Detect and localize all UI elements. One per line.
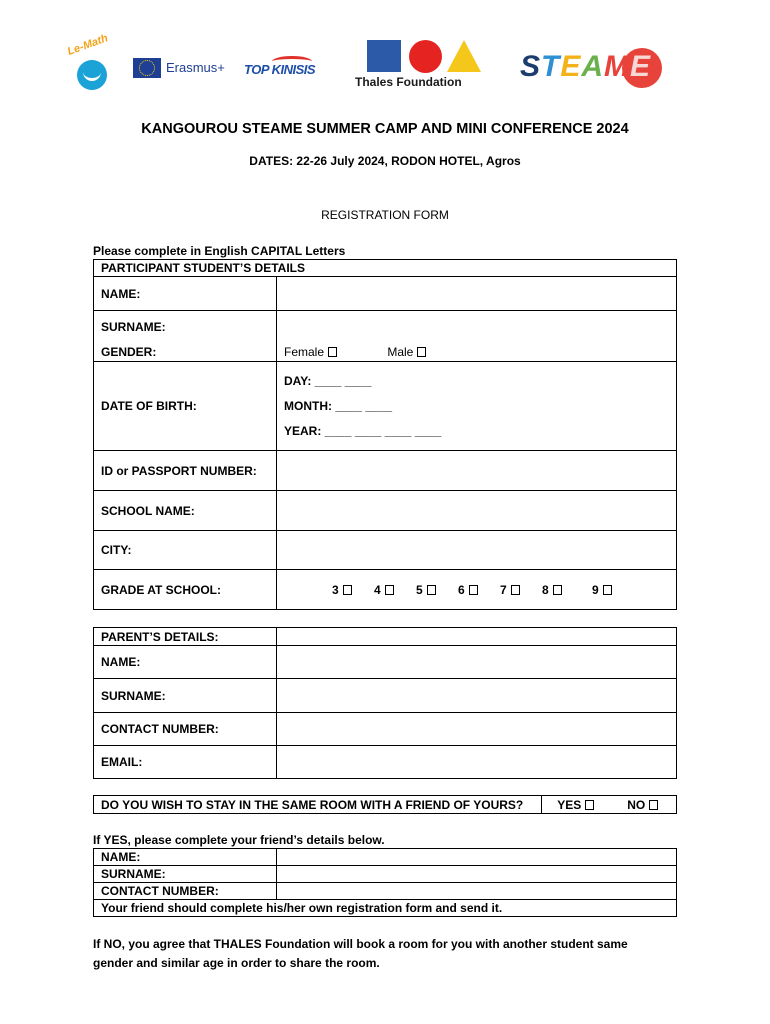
student-name-label: NAME: [94, 277, 277, 311]
id-label: ID or PASSPORT NUMBER: [94, 451, 277, 491]
form-title: REGISTRATION FORM [321, 208, 449, 222]
parent-section-blank [277, 628, 677, 646]
erasmus-logo [133, 58, 233, 80]
friend-details-table [93, 848, 677, 917]
thales-logo-text: Thales Foundation [355, 75, 462, 89]
gender-female-option[interactable] [284, 345, 384, 359]
blue-square-icon [367, 40, 401, 72]
gender-label: GENDER: [94, 344, 277, 362]
parent-contact-field[interactable] [277, 713, 677, 746]
id-field[interactable] [277, 451, 677, 491]
gender-male-option[interactable] [387, 345, 426, 359]
grade-label-6: 6 [458, 582, 465, 597]
parent-email-label: EMAIL: [94, 746, 277, 779]
room-question-table [93, 795, 677, 814]
friend-name-field[interactable] [277, 849, 677, 866]
dob-day[interactable]: DAY: ____ ____ [284, 373, 372, 388]
parent-contact-label: CONTACT NUMBER: [94, 713, 277, 746]
topkinisis-logo [244, 56, 320, 86]
student-name-field[interactable] [277, 277, 677, 311]
friend-name-label: NAME: [94, 849, 277, 866]
parent-surname-label: SURNAME: [94, 679, 277, 713]
grade-label-3: 3 [332, 582, 339, 597]
grade-9-checkbox[interactable] [603, 585, 612, 595]
grade-label-8: 8 [542, 582, 549, 597]
erasmus-logo-text: Erasmus+ [166, 60, 225, 75]
city-field[interactable] [277, 531, 677, 570]
grade-3-checkbox[interactable] [343, 585, 352, 595]
thales-logo [355, 40, 497, 90]
lemath-logo [65, 32, 124, 92]
eu-flag-icon [133, 58, 161, 78]
event-dates: DATES: 22-26 July 2024, RODON HOTEL, Agros [249, 154, 521, 168]
yes-label: YES [557, 797, 582, 812]
yes-checkbox[interactable] [585, 800, 594, 810]
grade-option-7[interactable] [500, 583, 542, 597]
school-field[interactable] [277, 491, 677, 531]
male-checkbox[interactable] [417, 347, 426, 357]
parent-name-label: NAME: [94, 646, 277, 679]
friend-footer-note: Your friend should complete his/her own registration form and send it. [94, 900, 677, 917]
grade-label-9: 9 [592, 582, 599, 597]
grade-label: GRADE AT SCHOOL: [94, 570, 277, 610]
parent-name-field[interactable] [277, 646, 677, 679]
final-note: If NO, you agree that THALES Foundation will book a room for you with another student same gender and similar age in order to share the room. [93, 937, 628, 970]
grade-option-8[interactable] [542, 583, 592, 597]
grade-6-checkbox[interactable] [469, 585, 478, 595]
friend-contact-label: CONTACT NUMBER: [94, 883, 277, 900]
red-circle-icon [409, 40, 442, 73]
no-label: NO [627, 797, 646, 812]
room-yes-option[interactable] [542, 796, 610, 814]
grade-label-7: 7 [500, 582, 507, 597]
grade-option-6[interactable] [458, 583, 500, 597]
steame-logo-text: STEAME [520, 50, 652, 83]
dob-label: DATE OF BIRTH: [94, 362, 277, 451]
grade-4-checkbox[interactable] [385, 585, 394, 595]
friend-surname-label: SURNAME: [94, 866, 277, 883]
dob-field[interactable] [277, 362, 677, 451]
parent-details-table [93, 627, 677, 779]
student-surname-label: SURNAME: [94, 311, 277, 344]
room-no-option[interactable] [610, 796, 677, 814]
student-surname-field[interactable] [277, 311, 677, 344]
dob-year[interactable]: YEAR: ____ ____ ____ ____ [284, 423, 442, 438]
no-checkbox[interactable] [649, 800, 658, 810]
instruction-note: Please complete in English CAPITAL Letters [93, 244, 346, 258]
grade-field [277, 570, 677, 610]
yellow-triangle-icon [447, 40, 481, 72]
student-details-table [93, 259, 677, 610]
topkinisis-logo-text: TOP KINISIS [244, 62, 316, 77]
logo-bar [0, 0, 770, 100]
grade-7-checkbox[interactable] [511, 585, 520, 595]
friend-contact-field[interactable] [277, 883, 677, 900]
grade-8-checkbox[interactable] [553, 585, 562, 595]
parent-surname-field[interactable] [277, 679, 677, 713]
parent-email-field[interactable] [277, 746, 677, 779]
male-label: Male [387, 345, 414, 360]
city-label: CITY: [94, 531, 277, 570]
gender-field [277, 344, 677, 362]
grade-option-4[interactable] [374, 583, 416, 597]
grade-5-checkbox[interactable] [427, 585, 436, 595]
student-section-header: PARTICIPANT STUDENT’S DETAILS [94, 260, 677, 277]
parent-section-header: PARENT’S DETAILS: [94, 628, 277, 646]
steame-logo [518, 46, 678, 90]
school-label: SCHOOL NAME: [94, 491, 277, 531]
female-checkbox[interactable] [328, 347, 337, 357]
grade-label-5: 5 [416, 582, 423, 597]
friend-surname-field[interactable] [277, 866, 677, 883]
page-title: KANGOUROU STEAME SUMMER CAMP AND MINI CONFERENCE 2024 [141, 121, 629, 137]
grade-option-9[interactable] [592, 583, 634, 597]
lemath-logo-text: Le-Math [65, 32, 110, 58]
friend-intro-text: If YES, please complete your friend’s details below. [93, 833, 385, 847]
grade-option-3[interactable] [332, 583, 374, 597]
room-question-label: DO YOU WISH TO STAY IN THE SAME ROOM WITH A FRIEND OF YOURS? [94, 796, 542, 814]
dob-month[interactable]: MONTH: ____ ____ [284, 398, 393, 413]
female-label: Female [284, 345, 325, 360]
grade-label-4: 4 [374, 582, 381, 597]
grade-option-5[interactable] [416, 583, 458, 597]
